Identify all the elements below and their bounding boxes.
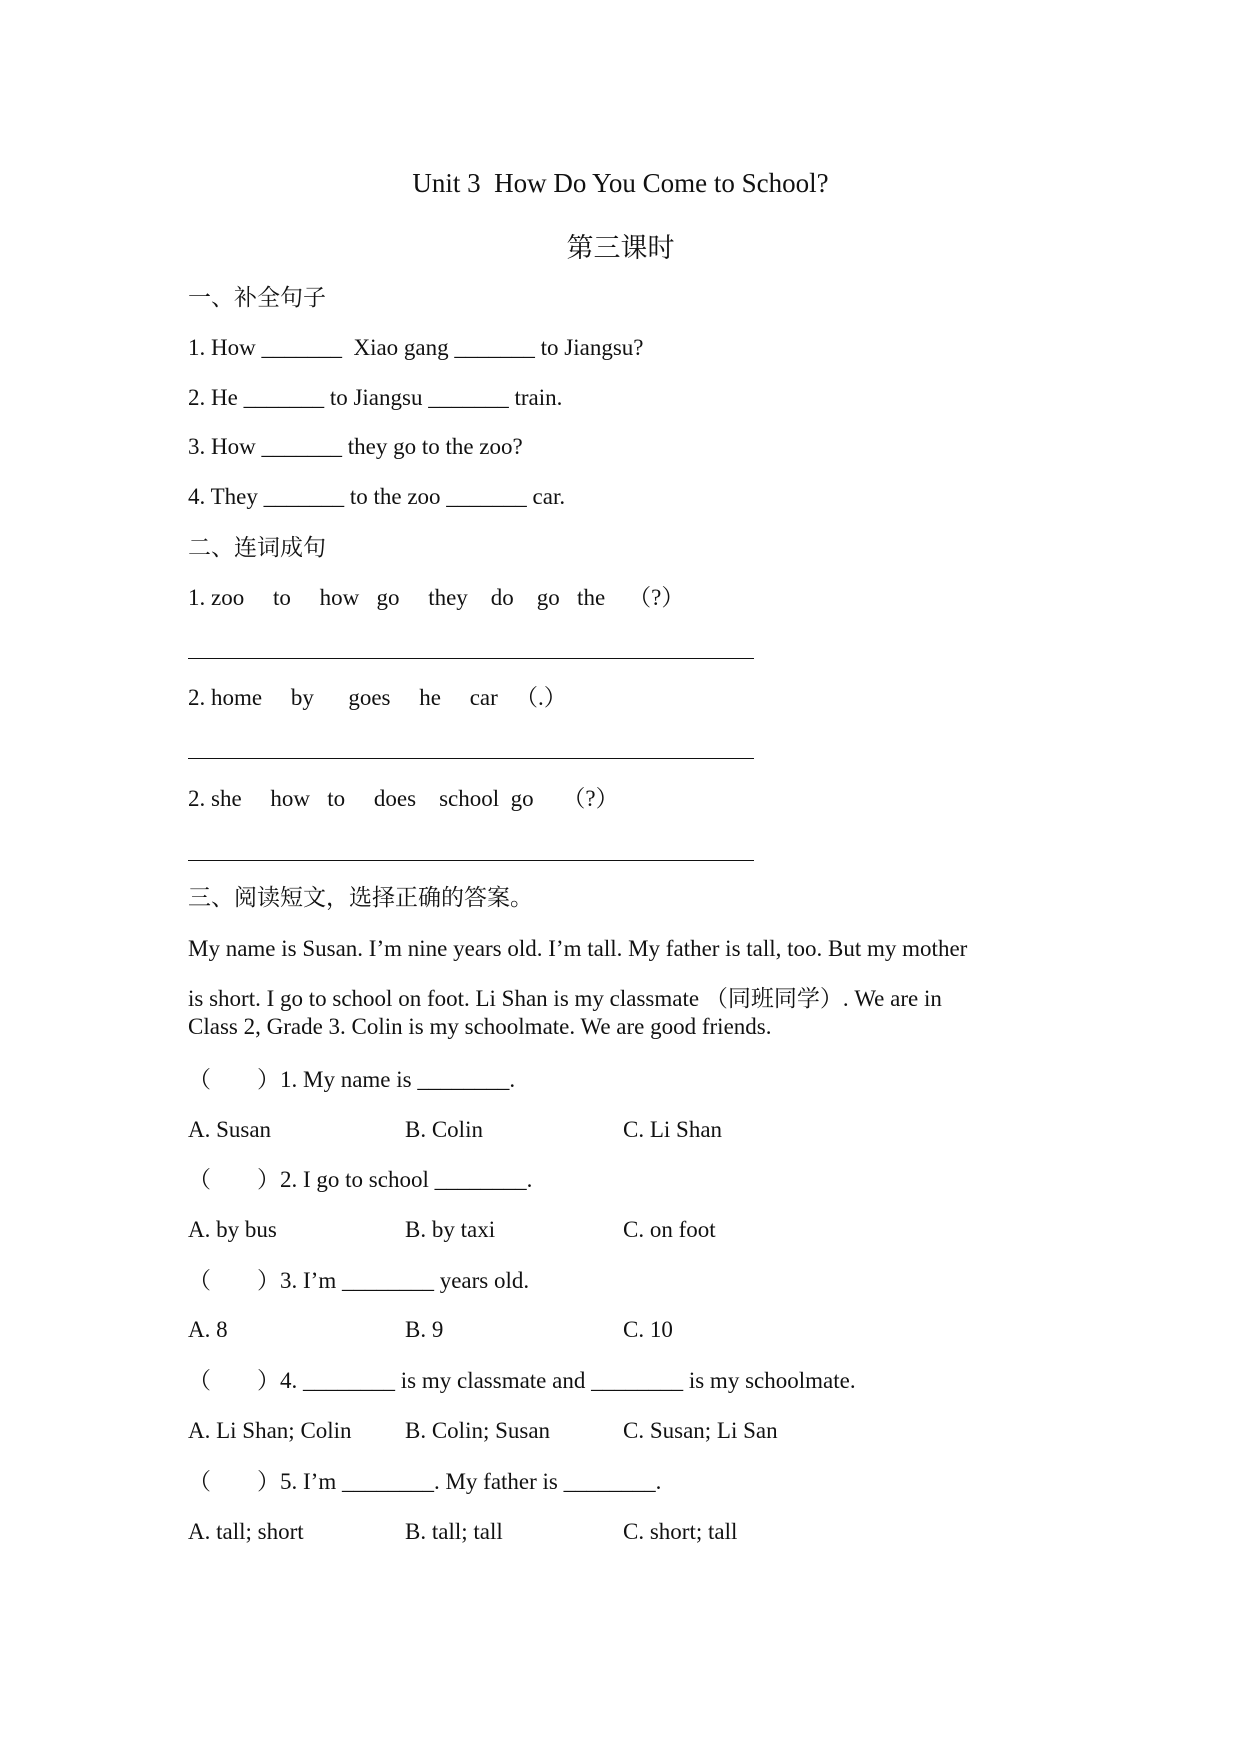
question-stem: （ ）3. I’m ________ years old.: [188, 1268, 530, 1293]
fill-blank-item: 2. He _______ to Jiangsu _______ train.: [188, 385, 563, 410]
word-order-item: 1. zoo to how go they do go the （?）: [188, 585, 685, 610]
option-b: B. 9: [405, 1317, 444, 1342]
answer-line: [188, 758, 754, 759]
question-stem: （ ）4. ________ is my classmate and ________ is my schoolmate.: [188, 1368, 856, 1393]
fill-blank-item: 3. How _______ they go to the zoo?: [188, 434, 523, 459]
option-a: A. 8: [188, 1317, 228, 1342]
passage-line: is short. I go to school on foot. Li Shan is my classmate （同班同学）. We are in: [188, 986, 942, 1011]
option-c: C. Susan; Li San: [623, 1418, 778, 1443]
option-b: B. by taxi: [405, 1217, 496, 1242]
option-c: C. short; tall: [623, 1519, 738, 1544]
question-stem: （ ）1. My name is ________.: [188, 1067, 516, 1092]
section1-heading: 一、补全句子: [188, 285, 326, 310]
question-stem: （ ）2. I go to school ________.: [188, 1167, 533, 1192]
option-b: B. Colin; Susan: [405, 1418, 551, 1443]
question-stem: （ ）5. I’m ________. My father is ________.: [188, 1469, 662, 1494]
option-c: C. 10: [623, 1317, 673, 1342]
answer-line: [188, 860, 754, 861]
fill-blank-item: 4. They _______ to the zoo _______ car.: [188, 484, 566, 509]
word-order-item: 2. home by goes he car （.）: [188, 685, 567, 710]
option-a: A. by bus: [188, 1217, 277, 1242]
option-a: A. Li Shan; Colin: [188, 1418, 352, 1443]
page-title: Unit 3 How Do You Come to School?: [412, 168, 829, 198]
answer-line: [188, 658, 754, 659]
option-c: C. on foot: [623, 1217, 716, 1242]
option-b: B. tall; tall: [405, 1519, 503, 1544]
page-subtitle: 第三课时: [566, 233, 675, 263]
fill-blank-item: 1. How _______ Xiao gang _______ to Jiangsu?: [188, 335, 644, 360]
option-a: A. Susan: [188, 1117, 272, 1142]
option-b: B. Colin: [405, 1117, 483, 1142]
option-a: A. tall; short: [188, 1519, 304, 1544]
section3-heading: 三、阅读短文，选择正确的答案。: [188, 885, 533, 910]
option-c: C. Li Shan: [623, 1117, 723, 1142]
passage-line: My name is Susan. I’m nine years old. I’m tall. My father is tall, too. But my mother: [188, 936, 968, 961]
section2-heading: 二、连词成句: [188, 535, 326, 560]
word-order-item: 2. she how to does school go （?）: [188, 786, 619, 811]
passage-line: Class 2, Grade 3. Colin is my schoolmate. We are good friends.: [188, 1014, 772, 1039]
